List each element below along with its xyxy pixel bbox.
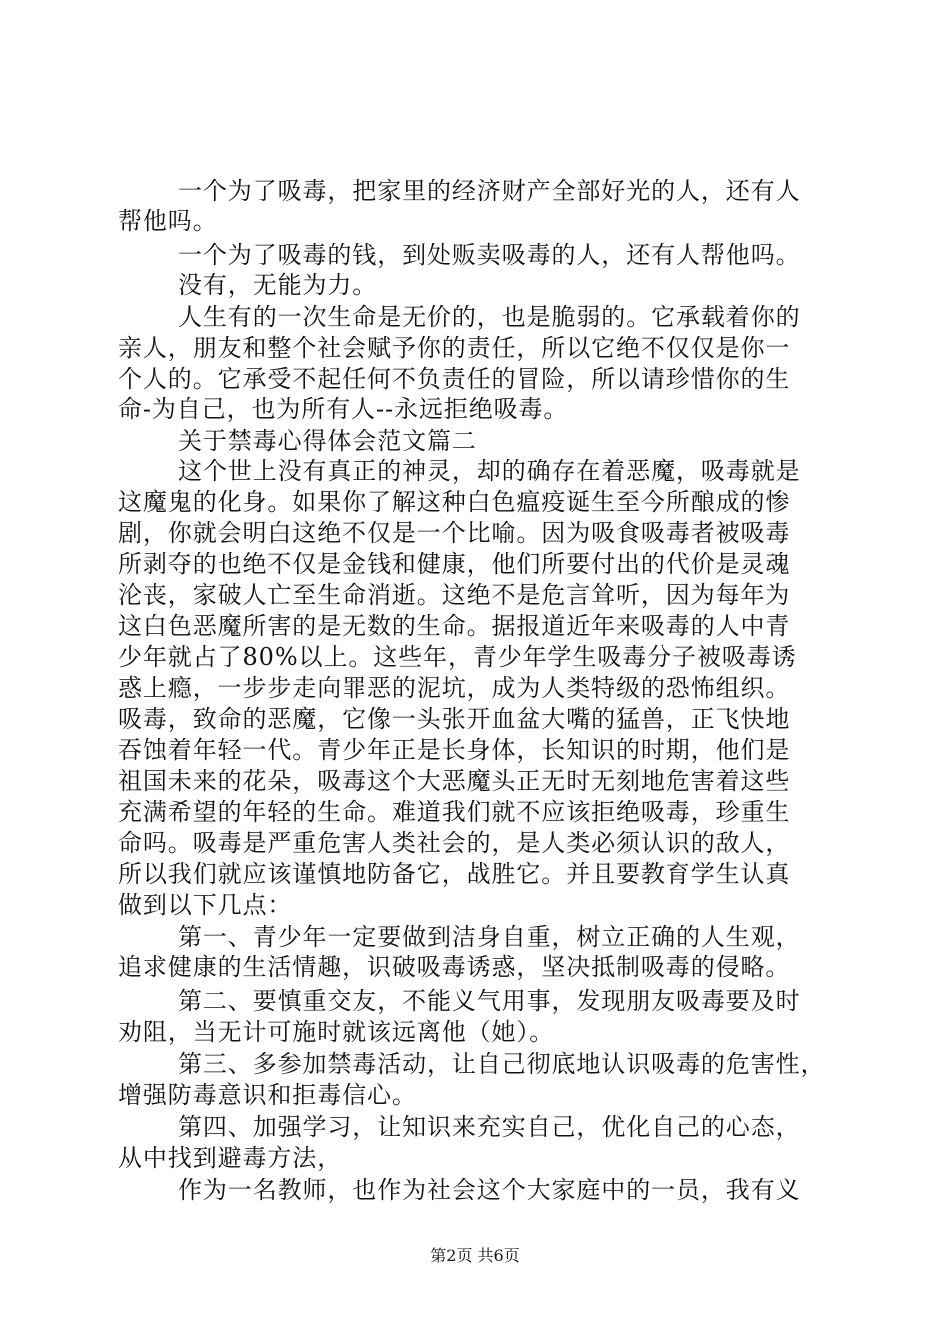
text-line: 充满希望的年轻的生命。难道我们就不应该拒绝吸毒，珍重生	[118, 798, 791, 826]
text-line: 没有，无能为力。	[178, 271, 378, 299]
text-line: 个人的。它承受不起任何不负责任的冒险，所以请珍惜你的生	[118, 365, 791, 393]
text-line: 所以我们就应该谨慎地防备它，战胜它。并且要教育学生认真	[118, 860, 791, 888]
text-line: 亲人，朋友和整个社会赋予你的责任，所以它绝不仅仅是你一	[118, 334, 791, 362]
text-line: 第四、加强学习，让知识来充实自己，优化自己的心态，	[178, 1113, 801, 1141]
text-line: 第三、多参加禁毒活动，让自己彻底地认识吸毒的危害性，	[178, 1050, 826, 1078]
text-line: 这白色恶魔所害的是无数的生命。据报道近年来吸毒的人中青	[118, 612, 791, 640]
text-line: 第二、要慎重交友，不能义气用事，发现朋友吸毒要及时	[178, 987, 801, 1015]
text-line: 第一、青少年一定要做到洁身自重，树立正确的人生观，	[178, 923, 801, 951]
text-line: 从中找到避毒方法，	[118, 1144, 343, 1172]
section-heading: 关于禁毒心得体会范文篇二	[178, 427, 477, 455]
text-line: 人生有的一次生命是无价的，也是脆弱的。它承载着你的	[178, 303, 801, 331]
text-line: 惑上瘾，一步步走向罪恶的泥坑，成为人类特级的恐怖组织。	[118, 674, 791, 702]
text-line: 所剥夺的也绝不仅是金钱和健康，他们所要付出的代价是灵魂	[118, 550, 791, 578]
page-number-footer: 第2页 共6页	[430, 1246, 520, 1265]
text-line: 作为一名教师，也作为社会这个大家庭中的一员，我有义	[178, 1176, 801, 1204]
text-line: 祖国未来的花朵，吸毒这个大恶魔头正无时无刻地危害着这些	[118, 767, 791, 795]
text-line: 剧，你就会明白这绝不仅是一个比喻。因为吸食吸毒者被吸毒	[118, 519, 791, 547]
text-line: 这个世上没有真正的神灵，却的确存在着恶魔，吸毒就是	[178, 457, 801, 485]
text-line: 一个为了吸毒，把家里的经济财产全部好光的人，还有人	[178, 177, 801, 205]
text-line: 吞蚀着年轻一代。青少年正是长身体，长知识的时期，他们是	[118, 736, 791, 764]
text-line: 这魔鬼的化身。如果你了解这种白色瘟疫诞生至今所酿成的惨	[118, 488, 791, 516]
text-line: 劝阻，当无计可施时就该远离他（她）。	[118, 1018, 555, 1046]
text-line: 命-为自己，也为所有人--永远拒绝吸毒。	[118, 395, 569, 423]
text-line: 增强防毒意识和拒毒信心。	[118, 1081, 417, 1109]
text-line: 帮他吗。	[118, 207, 218, 235]
text-line: 命吗。吸毒是严重危害人类社会的，是人类必须认识的敌人，	[118, 829, 791, 857]
text-line: 做到以下几点：	[118, 891, 293, 919]
text-line: 沦丧，家破人亡至生命消逝。这绝不是危言耸听，因为每年为	[118, 581, 791, 609]
text-line: 吸毒，致命的恶魔，它像一头张开血盆大嘴的猛兽，正飞快地	[118, 705, 791, 733]
text-line: 追求健康的生活情趣，识破吸毒诱惑，坚决抵制吸毒的侵略。	[118, 953, 791, 981]
text-line: 一个为了吸毒的钱，到处贩卖吸毒的人，还有人帮他吗。	[178, 241, 801, 269]
text-line: 少年就占了80%以上。这些年，青少年学生吸毒分子被吸毒诱	[118, 643, 797, 671]
